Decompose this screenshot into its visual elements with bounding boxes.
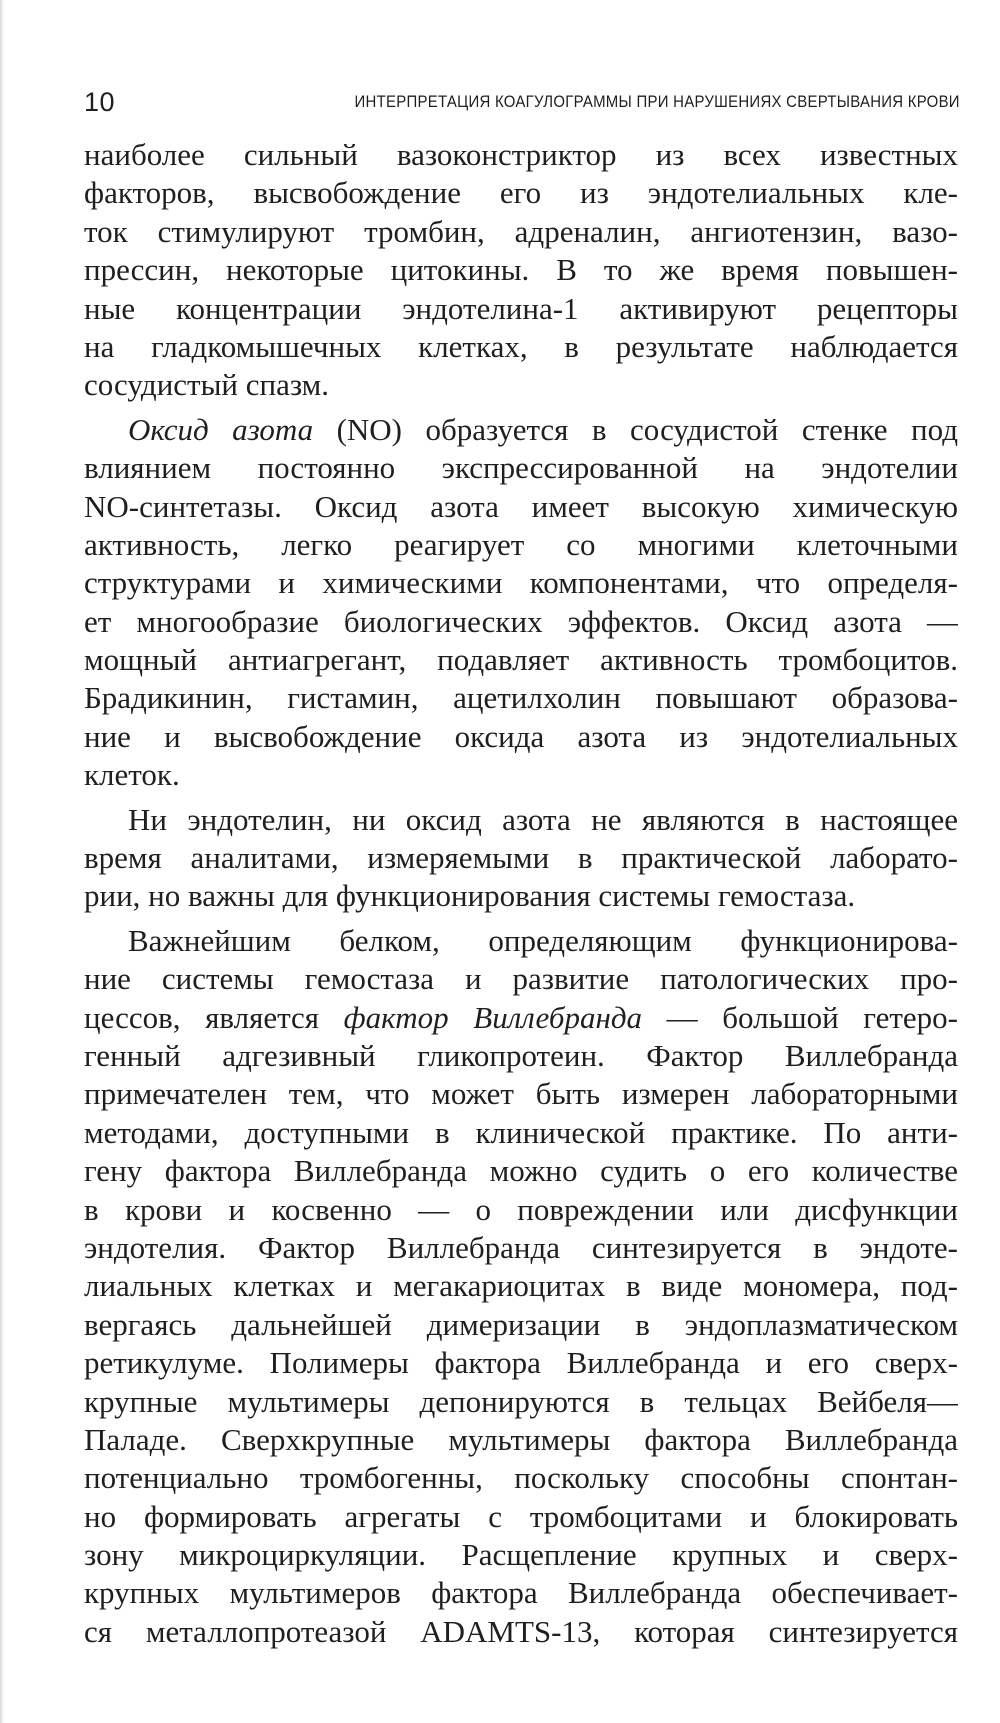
text-line: ет многообразие биологических эффектов. Оксид азота —	[84, 603, 958, 639]
text-line: цессов, является фактор Виллебранда — большой гетеро-	[84, 999, 958, 1035]
page-edge-shadow	[0, 0, 4, 1723]
text-line: в крови и косвенно — о повреждении или дисфункции	[84, 1191, 958, 1227]
text-line: Оксид азота (NO) образуется в сосудистой стенке под	[128, 411, 958, 447]
text-line: факторов, высвобождение его из эндотелиальных кле-	[84, 175, 958, 211]
text-line: ся металлопротеазой ADAMTS-13, которая синтезируется	[84, 1613, 958, 1649]
text-line: ток стимулируют тромбин, адреналин, ангиотензин, вазо-	[84, 213, 958, 249]
text-line: прессин, некоторые цитокины. В то же время повышен-	[84, 252, 958, 288]
italic-term: фактор Виллебранда	[343, 999, 643, 1035]
text-line: рии, но важны для функционирования системы гемостаза.	[84, 878, 856, 914]
text-line: ные концентрации эндотелина-1 активируют рецепторы	[84, 290, 958, 326]
text-line: методами, доступными в клинической практике. По анти-	[84, 1114, 958, 1150]
text-line: ние и высвобождение оксида азота из эндотелиальных	[84, 718, 958, 754]
text-line: Важнейшим белком, определяющим функционирова-	[128, 922, 958, 958]
text-line: зону микроциркуляции. Расщепление крупных и сверх-	[84, 1537, 958, 1573]
text-line: гену фактора Виллебранда можно судить о его количестве	[84, 1153, 958, 1189]
text-line: клеток.	[84, 757, 180, 793]
text-line: потенциально тромбогенны, поскольку способны спонтан-	[84, 1460, 958, 1496]
text-line: но формировать агрегаты с тромбоцитами и блокировать	[84, 1498, 958, 1534]
text-line: крупные мультимеры депонируются в тельцах Вейбеля—	[84, 1383, 958, 1419]
text-line: NO-синтетазы. Оксид азота имеет высокую химическую	[84, 488, 958, 524]
paragraph	[84, 801, 958, 916]
text-line: сосудистый спазм.	[84, 367, 330, 403]
running-title: ИНТЕРПРЕТАЦИЯ КОАГУЛОГРАММЫ ПРИ НАРУШЕНИЯХ СВЕРТЫВАНИЯ КРОВИ	[354, 92, 960, 111]
text-line: мощный антиагрегант, подавляет активность тромбоцитов.	[84, 642, 958, 678]
text-line: Ни эндотелин, ни оксид азота не являются в настоящее	[128, 801, 958, 837]
text-line: структурами и химическими компонентами, что определя-	[84, 565, 958, 601]
text-line: вергаясь дальнейшей димеризации в эндоплазматическом	[84, 1306, 958, 1342]
text-line: влиянием постоянно экспрессированной на эндотелии	[84, 450, 958, 486]
text-line: ние системы гемостаза и развитие патологических про-	[84, 961, 958, 997]
paragraph	[84, 411, 958, 795]
italic-term: Оксид азота	[128, 411, 314, 447]
text-line: генный адгезивный гликопротеин. Фактор Виллебранда	[84, 1037, 958, 1073]
text-line: примечателен тем, что может быть измерен лабораторными	[84, 1076, 958, 1112]
page-number: 10	[84, 86, 116, 117]
text-line: лиальных клетках и мегакариоцитах в виде мономера, под-	[84, 1268, 958, 1304]
text-line: время аналитами, измеряемыми в практической лаборато-	[84, 840, 958, 876]
body-text	[84, 136, 958, 1651]
text-line: наиболее сильный вазоконстриктор из всех известных	[84, 137, 958, 172]
text-line: Паладе. Сверхкрупные мультимеры фактора Виллебранда	[84, 1421, 958, 1457]
text-line: крупных мультимеров фактора Виллебранда обеспечивает-	[84, 1575, 958, 1611]
text-line: на гладкомышечных клетках, в результате наблюдается	[84, 328, 958, 364]
paragraph	[84, 922, 958, 1651]
page-header	[84, 82, 960, 122]
paragraph	[84, 136, 958, 405]
text-line: ретикулуме. Полимеры фактора Виллебранда и его сверх-	[84, 1345, 958, 1381]
text-line: эндотелия. Фактор Виллебранда синтезируется в эндоте-	[84, 1229, 958, 1265]
text-line: Брадикинин, гистамин, ацетилхолин повышают образова-	[84, 680, 958, 716]
text-line: активность, легко реагирует со многими клеточными	[84, 526, 958, 562]
